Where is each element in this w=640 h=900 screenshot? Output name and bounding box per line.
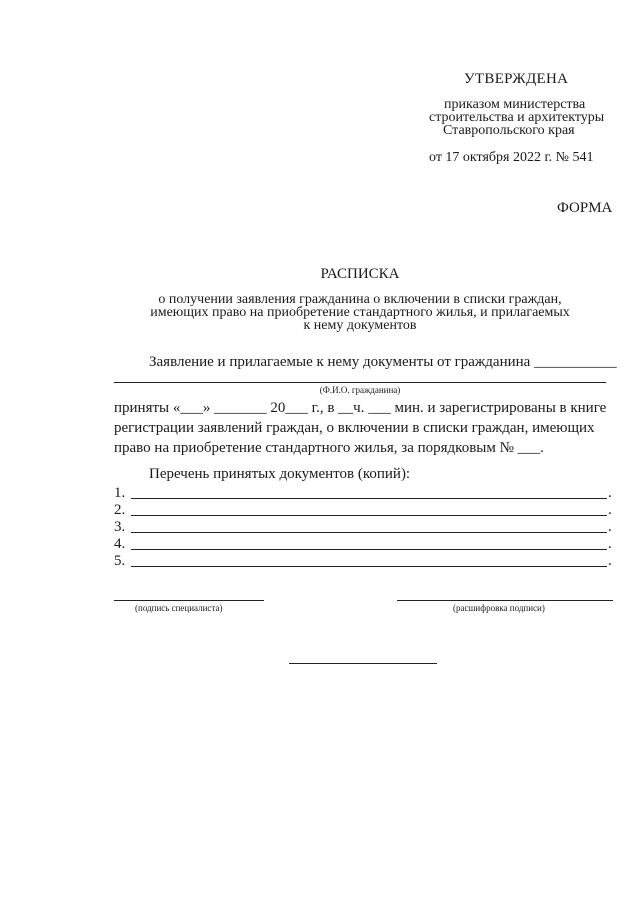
title-line-2: имеющих право на приобретение стандартного жилья, и прилагаемых <box>150 305 570 320</box>
entry-number: 1. <box>114 485 126 501</box>
entry-end: . <box>608 553 612 569</box>
documents-heading: Перечень принятых документов (копий): <box>149 466 411 482</box>
approval-date: от 17 октября 2022 г. № 541 <box>429 150 594 165</box>
fio-underline <box>114 382 606 383</box>
acceptance-line-1: приняты «___» _______ 20___ г., в __ч. ___ мин. и зарегистрированы в книге <box>114 400 607 416</box>
acceptance-line-3: право на приобретение стандартного жилья, за порядковым № ___. <box>114 440 544 456</box>
title-line-1: о получении заявления гражданина о включении в списки граждан, <box>158 292 562 307</box>
approval-line-2: строительства и архитектуры <box>429 110 605 125</box>
entry-blank-line <box>131 515 607 516</box>
entry-number: 3. <box>114 519 126 535</box>
entry-number: 4. <box>114 536 126 552</box>
entry-number: 5. <box>114 553 126 569</box>
entry-end: . <box>608 502 612 518</box>
entry-end: . <box>608 536 612 552</box>
signature-decoding-line <box>397 600 613 601</box>
document-entry-2 <box>114 502 614 520</box>
specialist-signature-caption: (подпись специалиста) <box>135 603 223 613</box>
entry-end: . <box>608 519 612 535</box>
specialist-signature-line <box>114 600 264 601</box>
document-title: РАСПИСКА <box>320 266 400 282</box>
title-line-3: к нему документов <box>303 318 417 333</box>
entry-blank-line <box>131 498 607 499</box>
document-entry-3 <box>114 519 614 537</box>
approval-line-1: приказом министерства <box>444 97 586 112</box>
document-entry-1 <box>114 485 614 503</box>
document-entry-5 <box>114 553 614 571</box>
entry-blank-line <box>131 549 607 550</box>
approval-heading: УТВЕРЖДЕНА <box>464 71 569 87</box>
fio-caption: (Ф.И.О. гражданина) <box>319 385 401 395</box>
form-label: ФОРМА <box>557 200 613 216</box>
entry-blank-line <box>131 566 607 567</box>
entry-number: 2. <box>114 502 126 518</box>
entry-blank-line <box>131 532 607 533</box>
statement-line: Заявление и прилагаемые к нему документы от гражданина ___________ <box>149 354 617 370</box>
end-separator-line <box>289 663 437 664</box>
document-entry-4 <box>114 536 614 554</box>
signature-decoding-caption: (расшифровка подписи) <box>453 603 545 613</box>
approval-line-3: Ставропольского края <box>443 123 575 138</box>
entry-end: . <box>608 485 612 501</box>
acceptance-line-2: регистрации заявлений граждан, о включении в списки граждан, имеющих <box>114 420 595 436</box>
